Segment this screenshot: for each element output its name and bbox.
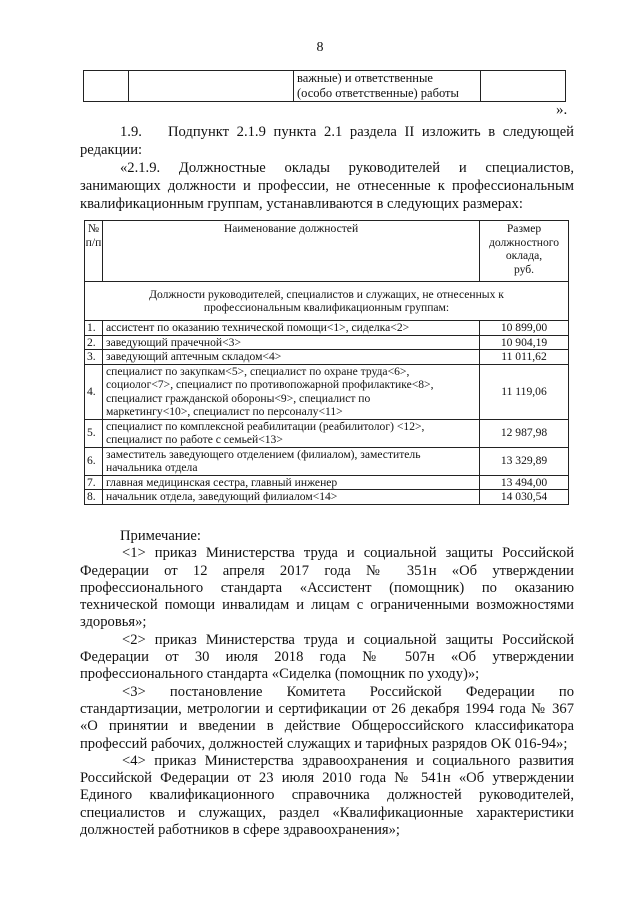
note-3: <3> постановление Комитета Российской Федерации по стандартизации, метрологии и сертификации от 26 декабря 1994 года № 367 «О принятии и введении в действие Общероссийского классификатора профессий рабочих, должностей служащих и тарифных разрядов ОК 016-94»; [80,683,574,752]
salary-table [84,220,569,505]
table-row [85,335,569,350]
table-row [85,364,569,419]
row-name: главная медицинская сестра, главный инженер [103,475,480,490]
row-name [103,419,480,447]
continued-table [83,70,566,102]
notes-section [80,528,574,839]
header-text: № [87,222,100,235]
row-name: заведующий прачечной<3> [103,335,480,350]
table-row [85,490,569,505]
notes-title: Примечание: [120,528,201,544]
row-name: заведующий аптечным складом<4> [103,350,480,365]
row-num: 3. [85,350,103,365]
section-number: 1.9. [120,124,142,140]
table-cell [84,71,129,102]
cell-text: (особо ответственные) работы [297,86,459,100]
row-value: 13 329,89 [480,447,569,475]
quote-close: ». [556,102,568,118]
row-name [103,364,480,419]
row-value: 10 899,00 [480,321,569,336]
group-text: профессиональным квалификационным группам: [203,301,450,314]
row-num: 7. [85,475,103,490]
row-value: 14 030,54 [480,490,569,505]
note-2: <2> приказ Министерства труда и социальной защиты Российской Федерации от 30 июля 2018 года № 507н «Об утверждении профессионального стандарта «Сиделка (помощник по уходу)»; [80,631,574,683]
row-value: 11 011,62 [480,350,569,365]
row-name-line: социолог<7>, специалист по противопожарной профилактике<8>, [106,378,434,391]
row-num: 6. [85,447,103,475]
row-name [103,447,480,475]
cell-text: важные) и ответственные [297,71,433,85]
row-name-line: специалист гражданской обороны<9>, специалист по [106,391,371,405]
row-value: 10 904,19 [480,335,569,350]
row-value: 13 494,00 [480,475,569,490]
page-number: 8 [316,40,324,55]
row-num: 8. [85,490,103,505]
table-row [85,419,569,447]
header-text: п/п [85,235,102,249]
note-1: <1> приказ Министерства труда и социальной защиты Российской Федерации от 12 апреля 2017 года № 351н «Об утверждении профессионального стандарта «Ассистент (помощник) по оказанию технической помощи инвалидам и лицам с ограниченными возможностями здоровья»; [80,545,574,631]
row-name-line: начальника отдела [106,461,198,474]
row-name-line: специалист по работе с семьей<13> [106,433,283,446]
row-value: 11 119,06 [480,364,569,419]
row-value: 12 987,98 [480,419,569,447]
header-text: оклада, [505,249,543,262]
header-num [85,221,103,282]
table-row [85,475,569,490]
section-heading-cont: редакции: [80,142,143,158]
row-num: 5. [85,419,103,447]
table-cell [294,71,481,102]
row-name-line: специалист по комплексной реабилитации (реабилитолог) <12>, [106,419,425,433]
table-row [85,350,569,365]
table-row [85,321,569,336]
row-num: 2. [85,335,103,350]
header-text: руб. [513,262,535,276]
table-cell [129,71,294,102]
clause-line: квалификационным группам, устанавливаются в следующих размерах: [80,196,523,212]
row-num: 1. [85,321,103,336]
group-text: Должности руководителей, специалистов и служащих, не отнесенных к [149,287,504,301]
note-4: <4> приказ Министерства здравоохранения и социального развития Российской Федерации от 23 июля 2010 года № 541н «Об утверждении Единого квалификационного справочника должностей руководителей, специалистов и служащих, раздел «Квалификационные характеристики должностей работников в сфере здравоохранения»; [80,752,574,839]
table-row [85,447,569,475]
row-name-line: специалист по закупкам<5>, специалист по охране труда<6>, [106,364,410,378]
clause-line: занимающих должности и профессии, не отнесенные к профессиональным [80,178,574,194]
row-name: начальник отдела, заведующий филиалом<14> [103,490,480,505]
header-name: Наименование должностей [103,221,480,282]
header-value [480,221,569,282]
table-cell [481,71,566,102]
group-row [85,282,569,321]
table-header-row [85,221,569,282]
section-heading: Подпункт 2.1.9 пункта 2.1 раздела II изложить в следующей [168,124,574,140]
row-name: ассистент по оказанию технической помощи<1>, сиделка<2> [103,321,480,336]
group-title [85,282,569,321]
header-text: должностного [488,235,560,249]
row-name-line: маркетингу<10>, специалист по персоналу<11> [106,405,343,418]
header-text: Размер [506,222,542,235]
clause-line: «2.1.9. Должностные оклады руководителей и специалистов, [120,160,574,176]
row-name-line: заместитель заведующего отделением (филиалом), заместитель [106,447,421,461]
row-num: 4. [85,364,103,419]
